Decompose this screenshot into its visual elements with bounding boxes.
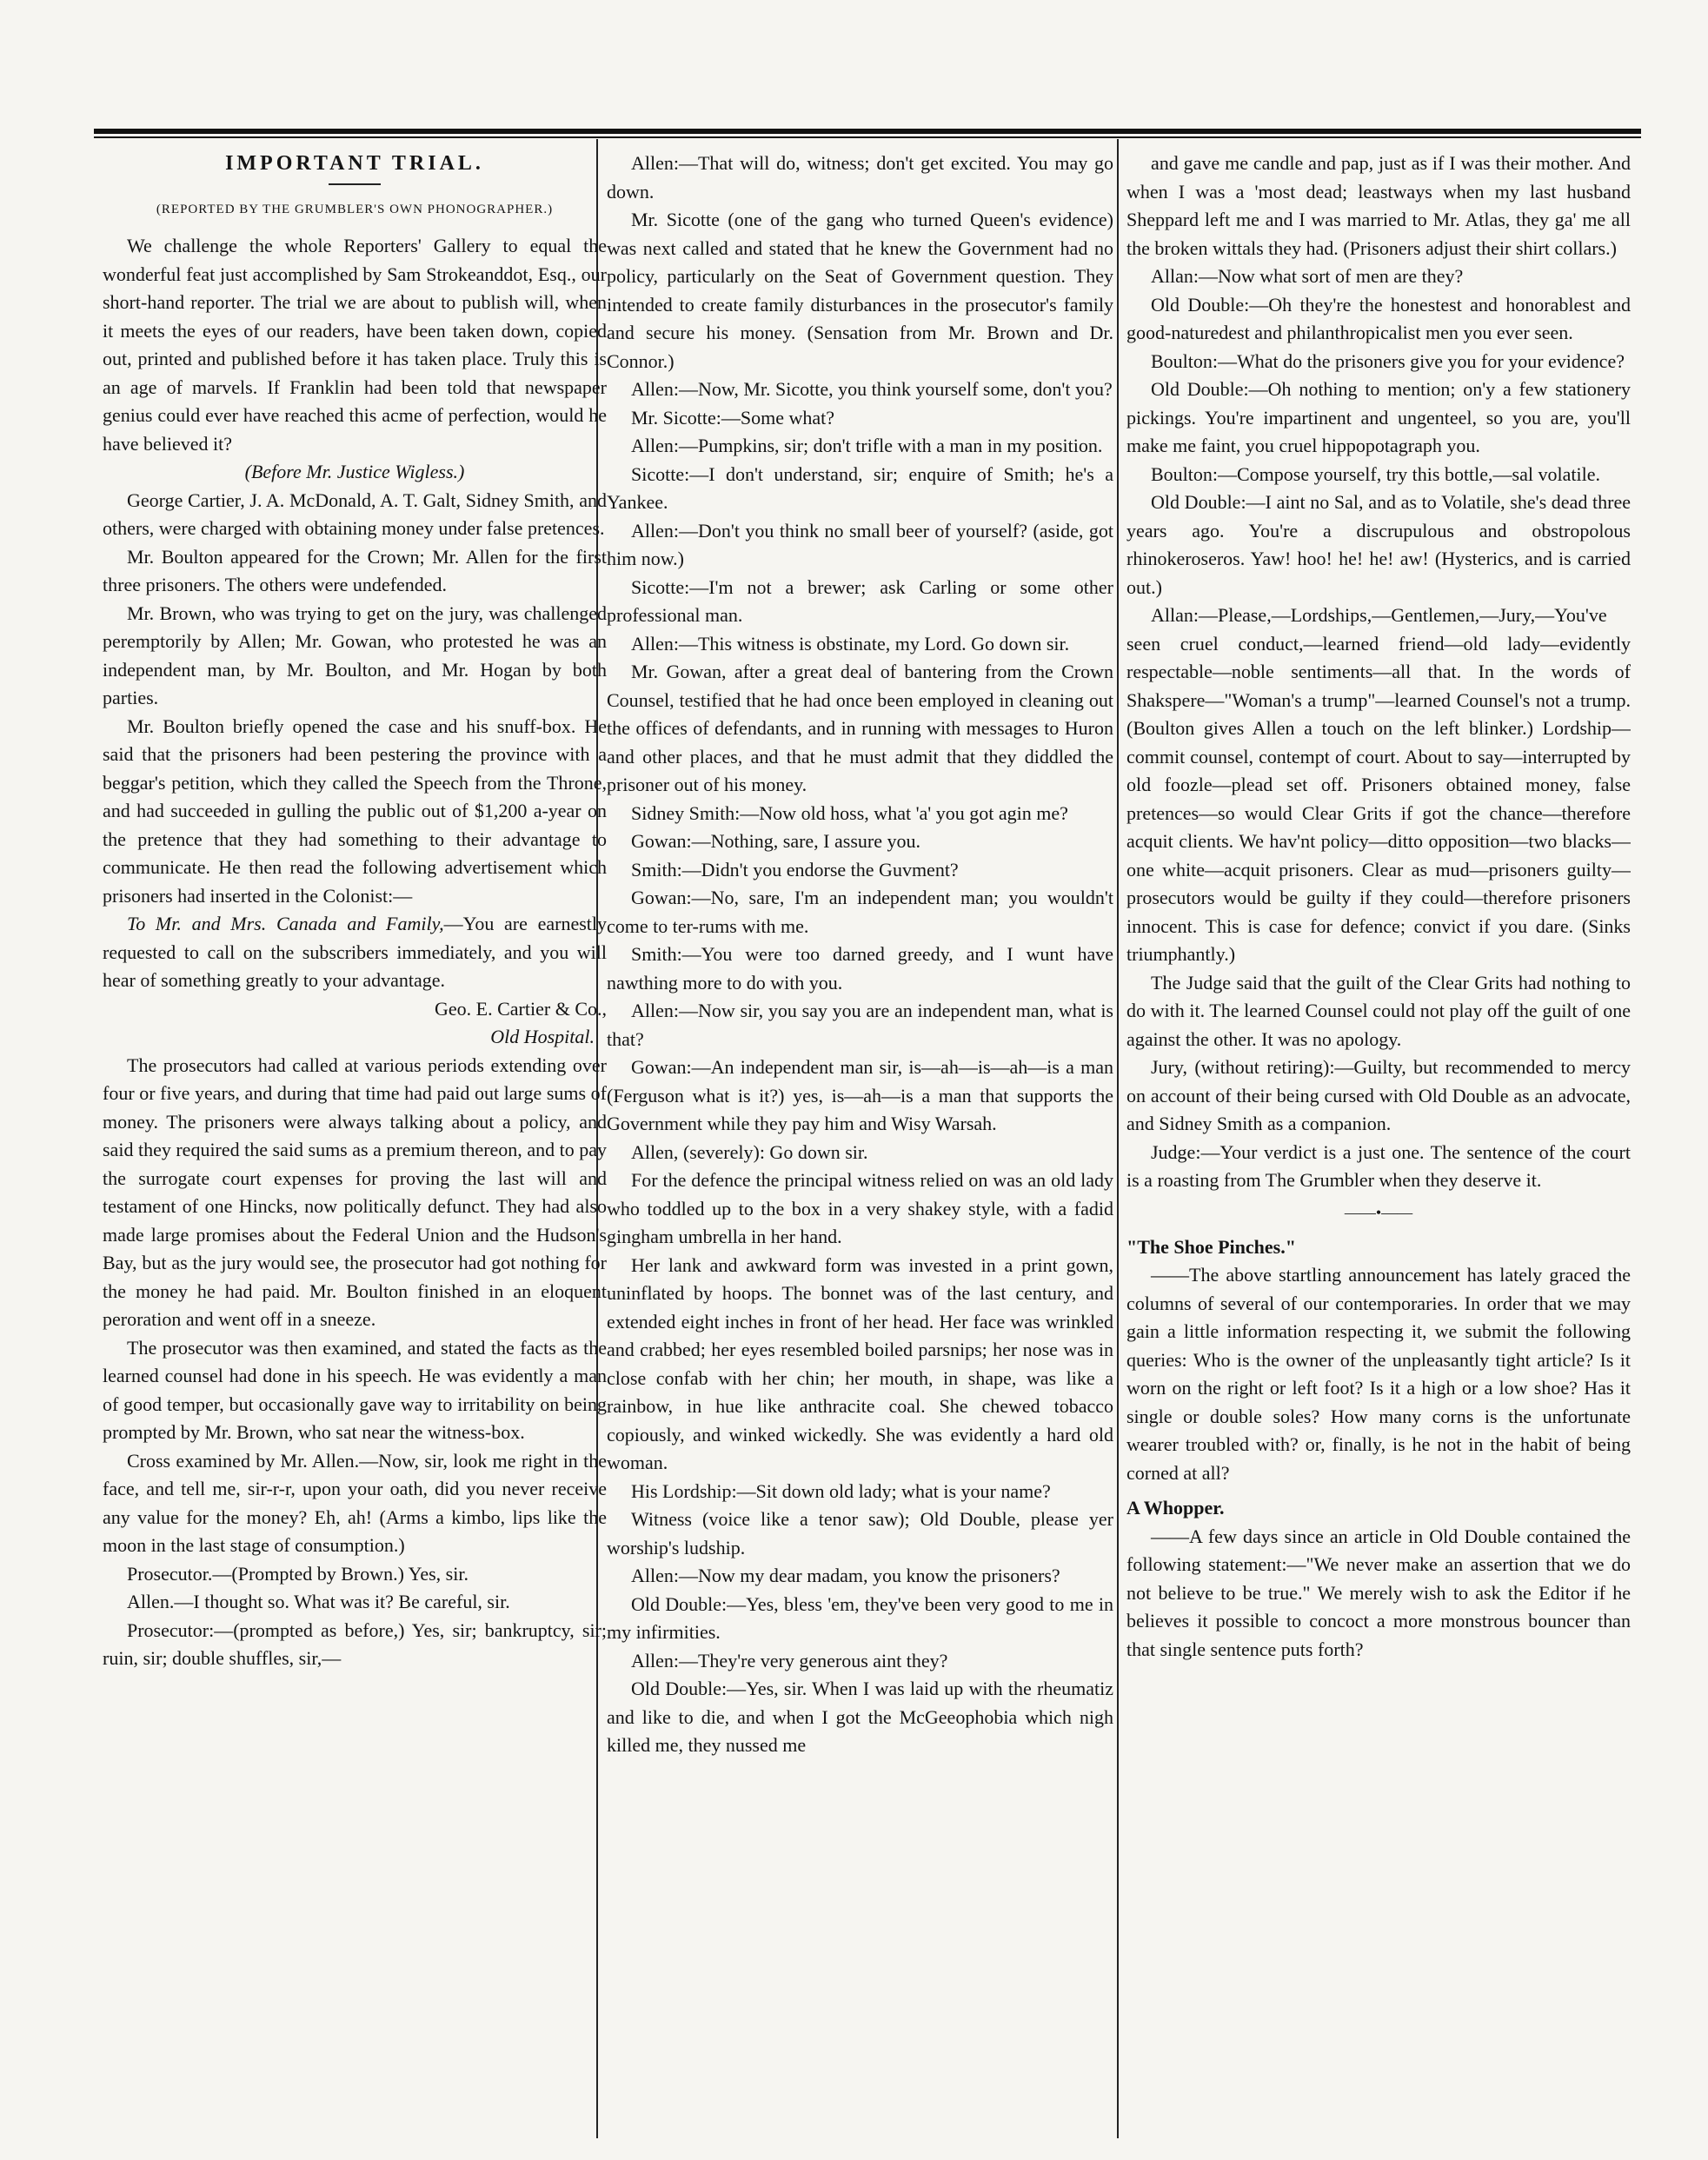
paragraph: Smith:—Didn't you endorse the Guvment? xyxy=(631,858,959,881)
paragraph: George Cartier, J. A. McDonald, A. T. Galt, Sidney Smith, and others, were charged with obtaining money under false pretences. xyxy=(103,488,607,539)
paragraph: Old Double:—Oh nothing to mention; on'y a few stationery pickings. You're impartinent and ungenteel, so you are, you'll make me faint, you cruel hippopotagraph you. xyxy=(1126,378,1631,456)
paragraph: Smith:—You were too darned greedy, and I wunt have nawthing more to do with you. xyxy=(607,943,1113,994)
paragraph: Allen:—Now my dear madam, you know the prisoners? xyxy=(631,1565,1060,1586)
advertisement-address: To Mr. and Mrs. Canada and Family, xyxy=(127,913,444,934)
advertisement-body: —You are earnestly requested to call on the subscribers immediately, and you will hear of something greatly to your advantage. xyxy=(103,913,607,991)
paragraph: Allan:—Please,—Lordships,—Gentlemen,—Jury,—You've seen cruel conduct,—learned friend—old lady—evidently respectable—noble sentiments—all that. In the words of Shakspere—"Woman's a trump"—learned Counsel's not a trump. (Boulton gives Allen a touch on the left blinker.) Lordship—commit counsel, contempt of court. About to say—interrupted by old foozle—plead set off. Prisoners obtained money, false pretences—so would Clear Grits if got the chance—therefore acquit clients. We hav'nt policy—ditto opposition—two blacks—one white—acquit prisoners. Clear as mud—prisoners guilty—prosecutors would be guilty if they could—therefore prisoners innocent. This is case for defence; convict if you dare. (Sinks triumphantly.) xyxy=(1126,604,1631,965)
paragraph: Judge:—Your verdict is a just one. The sentence of the court is a roasting from The Grumbler when they deserve it. xyxy=(1126,1140,1631,1191)
paragraph: ——The above startling announcement has lately graced the columns of several of our contemporaries. In order that we may gain a little information respecting it, we submit the following queries: Who is the owner of the unpleasantly tight article? Is it worn on the right or left foot? Is it a high or a low shoe? Has it single or double soles? How many corns is the unfortunate wearer troubled with? or, finally, is he not in the habit of being corned at all? xyxy=(1126,1264,1631,1484)
section-heading: A Whopper. xyxy=(1126,1497,1225,1519)
paragraph: Allan:—Now what sort of men are they? xyxy=(1151,265,1464,287)
paragraph: Allen, (severely): Go down sir. xyxy=(631,1140,868,1163)
paragraph: Old Double:—Yes, sir. When I was laid up with the rheumatiz and like to die, and when I got the McGeeophobia which nigh killed me, they nussed me xyxy=(607,1678,1113,1756)
advertisement-place: Old Hospital. xyxy=(490,1026,595,1047)
paragraph: Allen:—That will do, witness; don't get excited. You may go down. xyxy=(607,152,1113,203)
paragraph: Mr. Gowan, after a great deal of bantering from the Crown Counsel, testified that he had once been employed in cleaning out the offices of defendants, and in running with messages to Huron and other places, and that he must admit that they diddled the prisoner out of his money. xyxy=(607,661,1113,795)
paragraph: Gowan:—Nothing, sare, I assure you. xyxy=(631,830,920,852)
column-3 xyxy=(1126,150,1631,2140)
paragraph: Her lank and awkward form was invested in a print gown, uninflated by hoops. The bonnet was of the last century, and extended eight inches in front of her head. Her face was wrinkled and crabbed; her eyes resembled boiled parsnips; her nose was in close confab with her chin; her mouth, in shape, was like a rainbow, in hue like anthracite coal. She chewed tobacco copiously, and winked wickedly. She was evidently a hard old woman. xyxy=(607,1253,1113,1473)
paragraph: Allen:—Now sir, you say you are an independent man, what is that? xyxy=(607,1000,1113,1050)
paragraph: Gowan:—No, sare, I'm an independent man; you wouldn't come to ter-rums with me. xyxy=(607,887,1113,937)
advertisement xyxy=(103,910,607,995)
paragraph: Old Double:—I aint no Sal, and as to Volatile, she's dead three years ago. You're a discrupulous and obstropolous rhinokeroseros. Yaw! hoo! he! he! aw! (Hysterics, and is carried out.) xyxy=(1126,491,1631,598)
paragraph: The prosecutors had called at various periods extending over four or five years, and during that time had paid out large sums of money. The prisoners were always talking about a policy, and said they required the said sums as a premium thereon, and to pay the surrogate court expenses for proving the last will and testament of one Hincks, now politically defunct. They had also made large promises about the Federal Union and the Hudson's Bay, but as the jury would see, the prosecutor had got nothing for the money he had paid. Mr. Boulton finished in an eloquent peroration and went off in a sneeze. xyxy=(103,1053,607,1330)
paragraph: Allen.—I thought so. What was it? Be careful, sir. xyxy=(127,1591,510,1612)
paragraph: Cross examined by Mr. Allen.—Now, sir, look me right in the face, and tell me, sir-r-r, upon your oath, did you never receive any value for the money? Eh, ah! (Arms a kimbo, lips like the moon in the last stage of consumption.) xyxy=(103,1449,607,1556)
section-divider: ——•—— xyxy=(1344,1203,1413,1221)
paragraph: Mr. Sicotte (one of the gang who turned Queen's evidence) was next called and stated that he knew the Government had no policy, particularly on the Seat of Government question. They intended to create family disturbances in the prosecutor's family and secure his money. (Sensation from Mr. Brown and Dr. Connor.) xyxy=(607,209,1113,372)
paragraph: Mr. Brown, who was trying to get on the jury, was challenged peremptorily by Allen; Mr. Gowan, who protested he was an independent man, by Mr. Boulton, and Mr. Hogan by both parties. xyxy=(103,601,607,708)
paragraph: Gowan:—An independent man sir, is—ah—is—ah—is a man (Ferguson what is it?) yes, is—ah—is a man that supports the Government while they pay him and Wisy Warsah. xyxy=(607,1056,1113,1134)
paragraph: Mr. Boulton appeared for the Crown; Mr. Allen for the first three prisoners. The others were undefended. xyxy=(103,545,607,595)
paragraph: His Lordship:—Sit down old lady; what is your name? xyxy=(631,1479,1051,1502)
paragraph: Sidney Smith:—Now old hoss, what 'a' you got agin me? xyxy=(631,801,1068,824)
paragraph: Allen:—Don't you think no small beer of yourself? (aside, got him now.) xyxy=(607,519,1113,569)
paragraph: Mr. Sicotte:—Some what? xyxy=(631,406,835,429)
paragraph: Boulton:—What do the prisoners give you for your evidence? xyxy=(1151,349,1625,372)
paragraph: Old Double:—Yes, bless 'em, they've been very good to me in my infirmities. xyxy=(607,1592,1113,1643)
advertisement-signature: Geo. E. Cartier & Co., xyxy=(435,997,607,1020)
paragraph: We challenge the whole Reporters' Gallery to equal the wonderful feat just accomplished by Sam Strokeanddot, Esq., our short-hand reporter. The trial we are about to publish will, when it meets the eyes of our readers, have been taken down, copied out, printed and published before it has taken place. Truly this is an age of marvels. If Franklin had been told that newspaper genius could ever have reached this acme of perfection, would he have believed it? xyxy=(103,235,607,455)
paragraph: The prosecutor was then examined, and stated the facts as the learned counsel had done in his speech. He was evidently a man of good temper, but occasionally gave way to irritability on being prompted by Mr. Brown, who sat near the witness-box. xyxy=(103,1336,607,1443)
court-heading: (Before Mr. Justice Wigless.) xyxy=(244,461,465,482)
paragraph: Allen:—They're very generous aint they? xyxy=(631,1649,948,1672)
paragraph: For the defence the principal witness relied on was an old lady who toddled up to the box in a very shakey style, with a fadid gingham umbrella in her hand. xyxy=(607,1169,1113,1247)
paragraph: Witness (voice like a tenor saw); Old Double, please yer worship's ludship. xyxy=(607,1508,1113,1559)
column-divider-2 xyxy=(1117,139,1119,2138)
paragraph: Prosecutor:—(prompted as before,) Yes, sir; bankruptcy, sir; ruin, sir; double shuffles, sir,— xyxy=(103,1618,607,1669)
paragraph: and gave me candle and pap, just as if I was their mother. And when I was a 'most dead; leastways when my last husband Sheppard left me and I was married to Mr. Atlas, they ga' me all the broken wittals they had. (Prisoners adjust their shirt collars.) xyxy=(1126,152,1631,259)
masthead-rule xyxy=(94,129,1641,138)
paragraph: Jury, (without retiring):—Guilty, but recommended to mercy on account of their being cursed with Old Double as an advocate, and Sidney Smith as a companion. xyxy=(1126,1056,1631,1134)
paragraph: The Judge said that the guilt of the Clear Grits had nothing to do with it. The learned Counsel could not play off the guilt of one against the other. It was no apology. xyxy=(1126,971,1631,1050)
paragraph: Prosecutor.—(Prompted by Brown.) Yes, sir. xyxy=(127,1562,469,1585)
paragraph: Boulton:—Compose yourself, try this bottle,—sal volatile. xyxy=(1151,462,1600,485)
column-1 xyxy=(103,150,607,2140)
paragraph: Allen:—Pumpkins, sir; don't trifle with a man in my position. xyxy=(631,435,1103,456)
paragraph: Allen:—Now, Mr. Sicotte, you think yourself some, don't you? xyxy=(631,378,1113,400)
column-2 xyxy=(607,150,1113,2140)
article-byline: (REPORTED BY THE GRUMBLER'S OWN PHONOGRAPHER.) xyxy=(156,202,554,216)
article-title: IMPORTANT TRIAL. xyxy=(225,152,484,175)
paragraph: Allen:—This witness is obstinate, my Lord. Go down sir. xyxy=(631,632,1070,655)
paragraph: ——A few days since an article in Old Double contained the following statement:—"We never make an assertion that we do not believe to be true." We merely wish to ask the Editor if he believes it possible to concoct a more monstrous bouncer than that single sentence puts forth? xyxy=(1126,1525,1631,1660)
section-heading: "The Shoe Pinches." xyxy=(1126,1235,1296,1258)
paragraph: Old Double:—Oh they're the honestest and honorablest and good-naturedest and philanthropicalist men you ever seen. xyxy=(1126,293,1631,343)
paragraph: Sicotte:—I don't understand, sir; enquire of Smith; he's a Yankee. xyxy=(607,462,1113,513)
paragraph: Sicotte:—I'm not a brewer; ask Carling or some other professional man. xyxy=(607,575,1113,626)
paragraph: Mr. Boulton briefly opened the case and his snuff-box. He said that the prisoners had been pestering the province with a beggar's petition, which they called the Speech from the Throne, and had succeeded in gulling the public out of $1,200 a-year on the pretence that they had something to their advantage to communicate. He then read the following advertisement which prisoners had inserted in the Colonist:— xyxy=(103,714,607,907)
title-rule xyxy=(329,183,381,185)
